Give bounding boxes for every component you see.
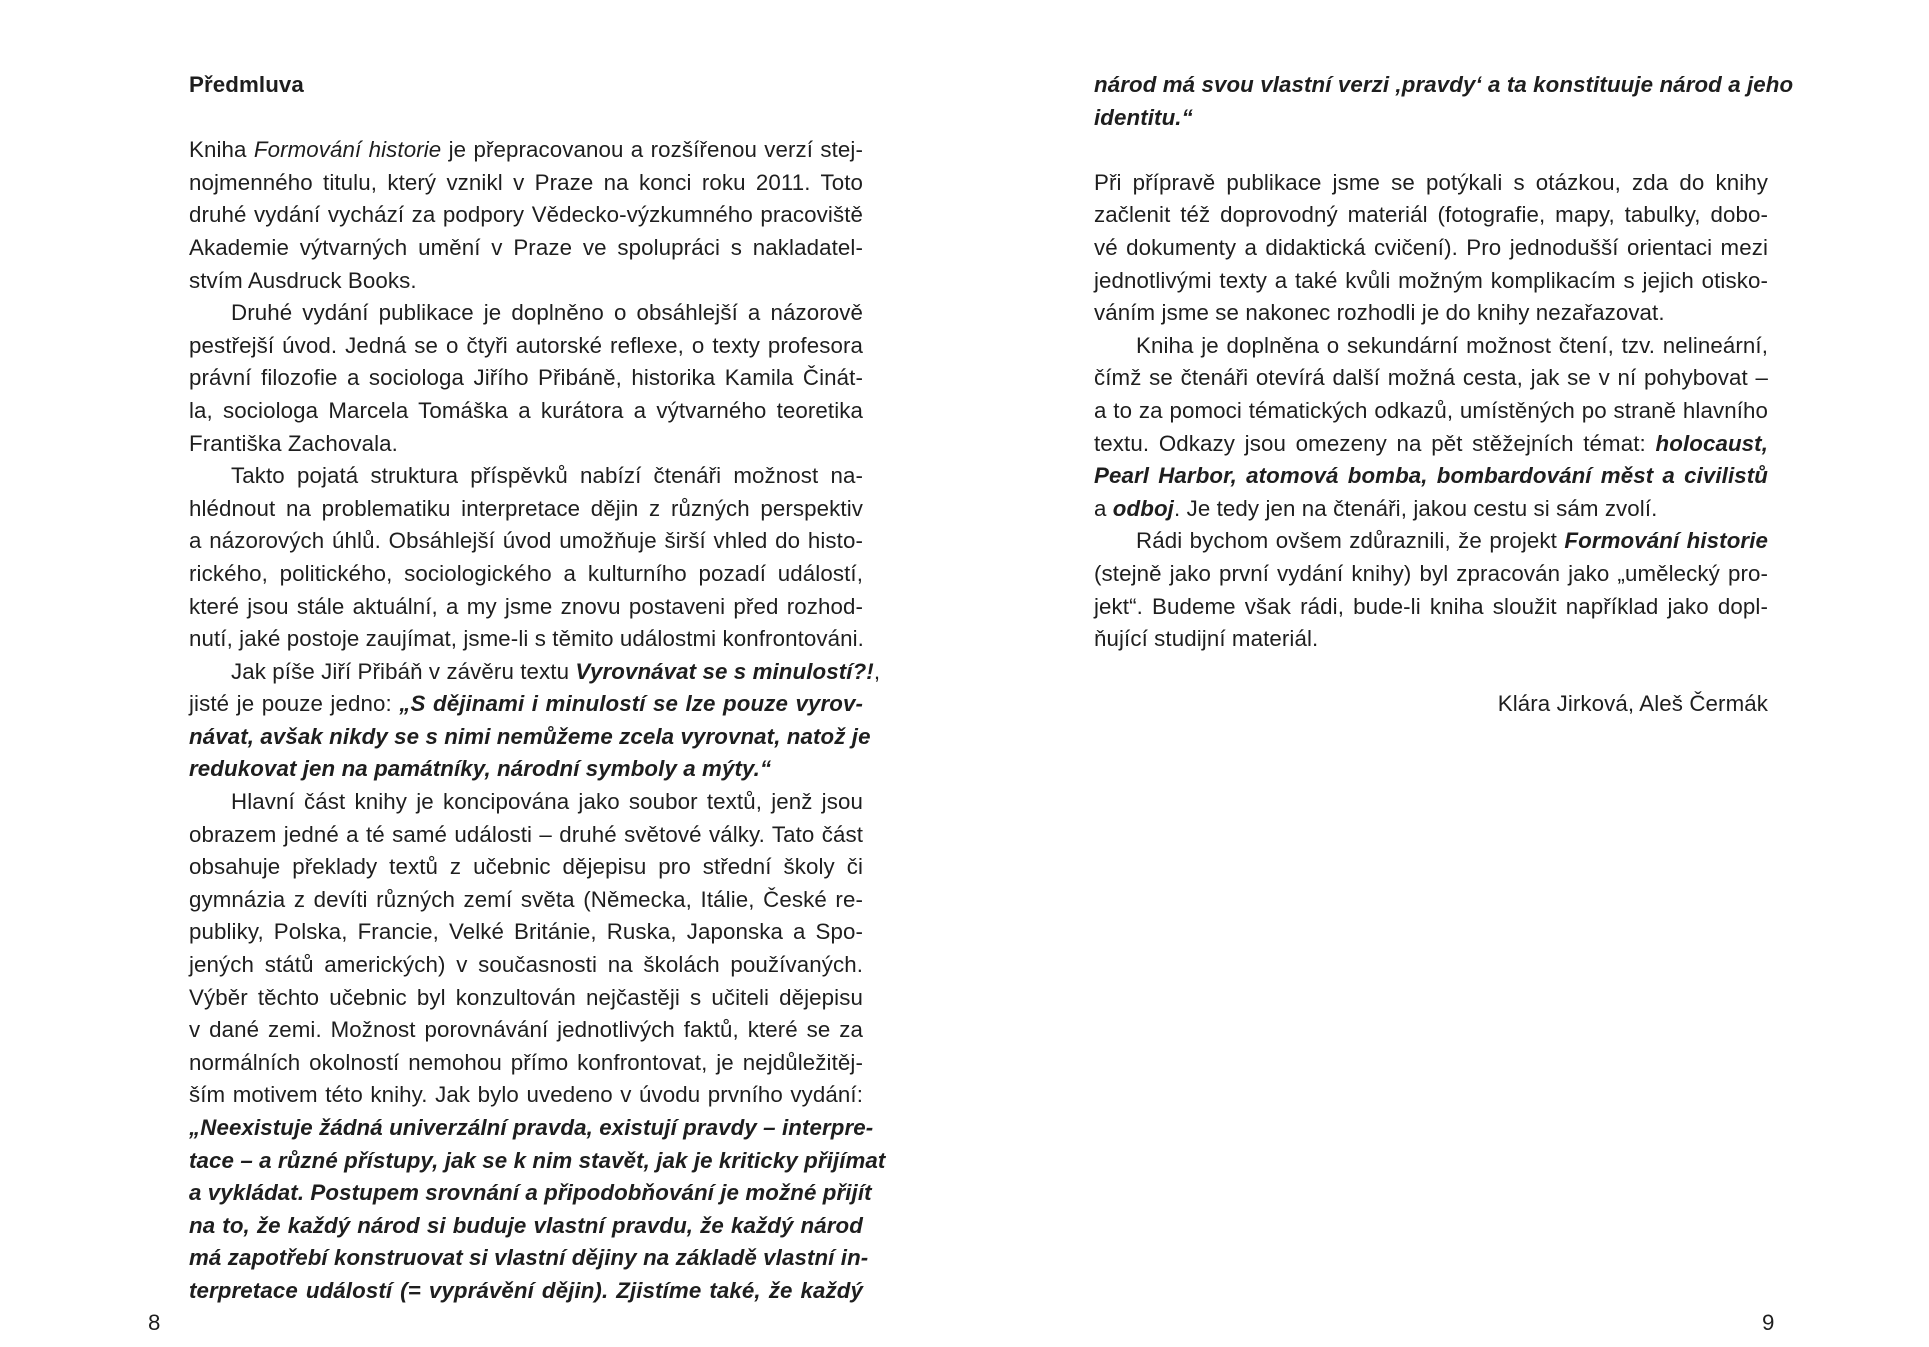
text-line: v dané zemi. Možnost porovnávání jednotlivých faktů, které se za xyxy=(189,1017,863,1043)
paragraph-5 xyxy=(189,786,886,1308)
left-text-column xyxy=(189,69,886,1308)
right-text-column xyxy=(1094,69,1794,721)
paragraph-3 xyxy=(189,460,863,656)
text-line: čímž se čtenáři otevírá další možná cesta, jak se v ní pohybovat – xyxy=(1094,365,1768,391)
text-line: nojmenného titulu, který vznikl v Praze na konci roku 2011. Toto xyxy=(189,169,863,195)
text-line: obrazem jedné a té samé události – druhé světové války. Tato část xyxy=(189,821,863,847)
text-line: které jsou stále aktuální, a my jsme znovu postaveni před rozhod- xyxy=(189,593,863,619)
text-line: (stejně jako první vydání knihy) byl zpracován jako „umělecký pro- xyxy=(1094,560,1768,586)
paragraph-4 xyxy=(189,656,881,786)
text-line: nutí, jaké postoje zaujímat, jsme-li s těmito událostmi konfrontováni. xyxy=(189,626,864,652)
text-line: právní filozofie a sociologa Jiřího Přibáně, historika Kamila Činát- xyxy=(189,365,863,391)
paragraph-1 xyxy=(1094,167,1768,330)
text-line: jených států amerických) v současnosti na školách používaných. xyxy=(189,952,863,978)
text-line: a to za pomoci tématických odkazů, umístěných po straně hlavního xyxy=(1094,397,1768,423)
text-line: rického, politického, sociologického a kulturního pozadí událostí, xyxy=(189,560,863,586)
text-line: publiky, Polska, Francie, Velké Británie, Ruska, Japonska a Spo- xyxy=(189,919,863,945)
quote-line: návat, avšak nikdy se s nimi nemůžeme zcela vyrovnat, natož je xyxy=(189,723,871,749)
paragraph-gap xyxy=(1094,656,1768,689)
signature: Klára Jirková, Aleš Čermák xyxy=(1497,691,1768,717)
text-line: druhé vydání vychází za podpory Vědecko-výzkumného pracoviště xyxy=(189,202,863,228)
text-line: Druhé vydání publikace je doplněno o obsáhlejší a názorově xyxy=(231,300,863,326)
left-page xyxy=(0,0,964,1347)
right-page xyxy=(965,0,1929,1347)
quote-line: a vykládat. Postupem srovnání a připodobňování je možné přijít xyxy=(189,1180,872,1206)
text-line: vé dokumenty a didaktická cvičení). Pro jednodušší orientaci mezi xyxy=(1094,234,1768,260)
text-line: textu. Odkazy jsou omezeny na pět stěžejních témat: holocaust, xyxy=(1094,430,1768,456)
text-line: a názorových úhlů. Obsáhlejší úvod umožňuje širší vhled do histo- xyxy=(189,528,863,554)
quote-line: terpretace událostí (= vyprávění dějin). Zjistíme také, že každý xyxy=(189,1277,863,1303)
text-line: Hlavní část knihy je koncipována jako soubor textů, jenž jsou xyxy=(231,789,863,815)
text-line: jekt“. Budeme však rádi, bude-li kniha sloužit například jako dopl- xyxy=(1094,593,1768,619)
paragraph-gap xyxy=(1094,134,1768,167)
text-line: ším motivem této knihy. Jak bylo uvedeno v úvodu prvního vydání: xyxy=(189,1082,863,1108)
quote-line: národ má svou vlastní verzi ‚pravdy‘ a ta konstituuje národ a jeho xyxy=(1094,72,1794,97)
page-number: 9 xyxy=(1762,1310,1775,1335)
text-line: ňující studijní materiál. xyxy=(1094,626,1319,652)
text-line: Jak píše Jiří Přibáň v závěru textu Vyrovnávat se s minulostí?!, xyxy=(231,658,881,684)
paragraph-2 xyxy=(189,297,863,460)
text-line: pestřejší úvod. Jedná se o čtyři autorské reflexe, o texty profesora xyxy=(189,332,863,358)
text-line: váním jsme se nakonec rozhodli je do knihy nezařazovat. xyxy=(1094,300,1665,326)
text-line: a odboj. Je tedy jen na čtenáři, jakou cestu si sám zvolí. xyxy=(1094,495,1658,521)
paragraph-1 xyxy=(189,134,863,297)
text-line: jednotlivými texty a také kvůli možným komplikacím s jejich otisko- xyxy=(1094,267,1768,293)
topic-line: Pearl Harbor, atomová bomba, bombardování měst a civilistů xyxy=(1094,463,1768,489)
quote-line: na to, že každý národ si buduje vlastní pravdu, že každý národ xyxy=(189,1212,863,1238)
text-line: Františka Zachovala. xyxy=(189,430,398,456)
text-line: Kniha Formování historie je přepracovanou a rozšířenou verzí stej- xyxy=(189,137,864,163)
text-line: normálních okolností nemohou přímo konfrontovat, je nejdůležitěj- xyxy=(189,1049,863,1075)
text-line: Akademie výtvarných umění v Praze ve spolupráci s nakladatel- xyxy=(189,234,863,260)
text-line: Výběr těchto učebnic byl konzultován nejčastěji s učiteli dějepisu xyxy=(189,984,863,1010)
paragraph-2 xyxy=(1094,330,1768,526)
text-line: Kniha je doplněna o sekundární možnost čtení, tzv. nelineární, xyxy=(1136,332,1768,358)
text-line: jisté je pouze jedno: „S dějinami i minulostí se lze pouze vyrov- xyxy=(189,691,863,717)
quote-line: „Neexistuje žádná univerzální pravda, existují pravdy – interpre- xyxy=(189,1115,874,1140)
text-line: Při přípravě publikace jsme se potýkali s otázkou, zda do knihy xyxy=(1094,169,1768,195)
paragraph-3 xyxy=(1094,525,1768,655)
quote-line: má zapotřebí konstruovat si vlastní dějiny na základě vlastní in- xyxy=(189,1245,869,1271)
page-title: Předmluva xyxy=(189,72,304,97)
page-number: 8 xyxy=(148,1310,161,1335)
quote-line: identitu.“ xyxy=(1094,104,1193,130)
quote-continuation xyxy=(1094,69,1794,134)
text-line: obsahuje překlady textů z učebnic dějepisu pro střední školy či xyxy=(189,854,863,880)
text-line: la, sociologa Marcela Tomáška a kurátora a výtvarného teoretika xyxy=(189,397,863,423)
text-line: začlenit též doprovodný materiál (fotografie, mapy, tabulky, dobo- xyxy=(1094,202,1768,228)
text-line: stvím Ausdruck Books. xyxy=(189,267,417,293)
quote-line: tace – a různé přístupy, jak se k nim stavět, jak je kriticky přijímat xyxy=(189,1147,886,1173)
text-line: gymnázia z devíti různých zemí světa (Německa, Itálie, České re- xyxy=(189,886,863,912)
quote-line: redukovat jen na památníky, národní symboly a mýty.“ xyxy=(189,756,772,782)
text-line: hlédnout na problematiku interpretace dějin z různých perspektiv xyxy=(189,495,863,521)
text-line: Takto pojatá struktura příspěvků nabízí čtenáři možnost na- xyxy=(231,463,863,489)
text-line: Rádi bychom ovšem zdůraznili, že projekt Formování historie xyxy=(1136,528,1768,554)
